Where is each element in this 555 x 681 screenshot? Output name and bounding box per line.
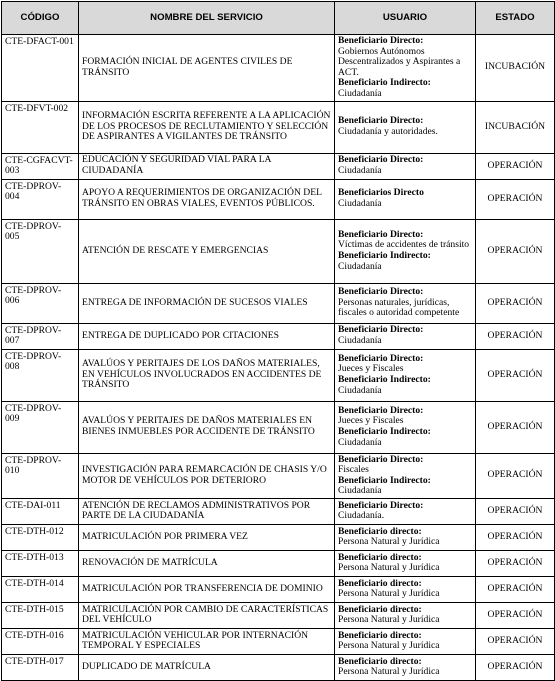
cell-codigo: CTE-DPROV-004 (2, 179, 79, 219)
usuario-text: Ciudadanía y autoridades. (338, 126, 438, 138)
cell-estado: OPERACIÓN (476, 550, 555, 576)
table-row (2, 349, 555, 401)
usuario-text: Personas naturales, jurídicas, fiscales o autoridad competente (338, 296, 460, 319)
usuario-text: Persona Natural y Jurídica (338, 666, 440, 678)
table-row (2, 401, 555, 453)
cell-estado: OPERACIÓN (476, 219, 555, 283)
cell-servicio: FORMACIÓN INICIAL DE AGENTES CIVILES DE TRÁNSITO (79, 35, 335, 102)
usuario-text: Persona Natural y Jurídica (338, 562, 440, 574)
usuario-label: Beneficiario Directo: (338, 352, 424, 364)
usuario-text: Ciudadanía (338, 198, 382, 210)
usuario-text: Ciudadanía (338, 260, 382, 272)
header-usuario: USUARIO (335, 2, 476, 35)
usuario-text: Ciudadanía (338, 384, 382, 396)
cell-usuario (335, 453, 476, 498)
usuario-text: Jueces y Fiscales (338, 415, 404, 427)
cell-usuario (335, 654, 476, 680)
cell-servicio: ENTREGA DE INFORMACIÓN DE SUCESOS VIALES (79, 283, 335, 323)
header-servicio: NOMBRE DEL SERVICIO (79, 2, 335, 35)
cell-codigo: CTE-CGFACVT-003 (2, 153, 79, 179)
cell-codigo: CTE-DTH-014 (2, 576, 79, 602)
cell-estado: INCUBACIÓN (476, 101, 555, 153)
usuario-text: Persona Natural y Jurídica (338, 614, 440, 626)
usuario-text: Ciudadanía (338, 165, 382, 177)
cell-codigo: CTE-DTH-017 (2, 654, 79, 680)
cell-estado: OPERACIÓN (476, 349, 555, 401)
cell-codigo: CTE-DTH-012 (2, 524, 79, 550)
usuario-text: Ciudadanía (338, 335, 382, 347)
usuario-label: Beneficiario directo: (338, 603, 422, 615)
cell-codigo: CTE-DPROV-006 (2, 283, 79, 323)
cell-estado: OPERACIÓN (476, 628, 555, 654)
table-row (2, 628, 555, 654)
cell-codigo: CTE-DAI-011 (2, 498, 79, 524)
table-row (2, 179, 555, 219)
cell-usuario (335, 550, 476, 576)
cell-servicio: AVALÚOS Y PERITAJES DE DAÑOS MATERIALES EN BIENES INMUEBLES POR ACCIDENTE DE TRÁNSITO (79, 401, 335, 453)
cell-usuario (335, 576, 476, 602)
usuario-label: Beneficiario Directo: (338, 228, 424, 240)
cell-estado: OPERACIÓN (476, 602, 555, 628)
usuario-label: Beneficiario directo: (338, 577, 422, 589)
usuario-label: Beneficiario directo: (338, 655, 422, 667)
cell-servicio: ATENCIÓN DE RECLAMOS ADMINISTRATIVOS POR PARTE DE LA CIUDADANÍA (79, 498, 335, 524)
cell-servicio: APOYO A REQUERIMIENTOS DE ORGANIZACIÓN DEL TRÁNSITO EN OBRAS VIALES, EVENTOS PÚBLICOS. (79, 179, 335, 219)
services-table (1, 1, 555, 681)
cell-servicio: MATRICULACIÓN POR TRANSFERENCIA DE DOMINIO (79, 576, 335, 602)
cell-codigo: CTE-DPROV-008 (2, 349, 79, 401)
usuario-label: Beneficiario Directo: (338, 286, 424, 298)
table-row (2, 550, 555, 576)
cell-usuario (335, 35, 476, 102)
table-row (2, 576, 555, 602)
cell-estado: INCUBACIÓN (476, 35, 555, 102)
usuario-text: Persona Natural y Jurídica (338, 588, 440, 600)
usuario-text: Persona Natural y Jurídica (338, 536, 440, 548)
cell-codigo: CTE-DPROV-005 (2, 219, 79, 283)
usuario-label: Beneficiario directo: (338, 551, 422, 563)
table-row (2, 35, 555, 102)
cell-usuario (335, 179, 476, 219)
table-row (2, 219, 555, 283)
cell-usuario (335, 323, 476, 349)
cell-codigo: CTE-DPROV-009 (2, 401, 79, 453)
cell-codigo: CTE-DFVT-002 (2, 101, 79, 153)
usuario-label: Beneficiario Directo: (338, 499, 424, 511)
cell-codigo: CTE-DTH-013 (2, 550, 79, 576)
cell-usuario (335, 283, 476, 323)
cell-usuario (335, 524, 476, 550)
usuario-text: Víctimas de accidentes de tránsito (338, 239, 470, 251)
table-row (2, 498, 555, 524)
cell-usuario (335, 349, 476, 401)
table-row (2, 283, 555, 323)
cell-usuario (335, 219, 476, 283)
table-row (2, 602, 555, 628)
usuario-label: Beneficiarios Directo (338, 187, 424, 199)
header-estado: ESTADO (476, 2, 555, 35)
table-body (2, 35, 555, 681)
usuario-label: Beneficiario Indirecto: (338, 77, 431, 89)
usuario-label: Beneficiario Indirecto: (338, 474, 431, 486)
cell-servicio: INFORMACIÓN ESCRITA REFERENTE A LA APLICACIÓN DE LOS PROCESOS DE RECLUTAMIENTO Y SELECCIÓN DE ASPIRANTES A VIGILANTES DE TRÁNSITO (79, 101, 335, 153)
cell-codigo: CTE-DFACT-001 (2, 35, 79, 102)
usuario-text: Ciudadanía (338, 87, 382, 99)
cell-estado: OPERACIÓN (476, 654, 555, 680)
cell-estado: OPERACIÓN (476, 179, 555, 219)
table-row (2, 524, 555, 550)
usuario-label: Beneficiario Directo: (338, 35, 424, 46)
cell-servicio: AVALÚOS Y PERITAJES DE LOS DAÑOS MATERIALES, EN VEHÍCULOS INVOLUCRADOS EN ACCIDENTES DE TRÁNSITO (79, 349, 335, 401)
cell-usuario (335, 498, 476, 524)
cell-servicio: INVESTIGACIÓN PARA REMARCACIÓN DE CHASIS Y/O MOTOR DE VEHÍCULOS POR DETERIORO (79, 453, 335, 498)
usuario-label: Beneficiario Directo: (338, 404, 424, 416)
table-row (2, 153, 555, 179)
cell-servicio: MATRICULACIÓN VEHICULAR POR INTERNACIÓN TEMPORAL Y ESPECIALES (79, 628, 335, 654)
cell-estado: OPERACIÓN (476, 153, 555, 179)
cell-servicio: ENTREGA DE DUPLICADO POR CITACIONES (79, 323, 335, 349)
cell-servicio: RENOVACIÓN DE MATRÍCULA (79, 550, 335, 576)
usuario-text: Ciudadanía (338, 485, 382, 497)
cell-usuario (335, 401, 476, 453)
table-row (2, 453, 555, 498)
cell-usuario (335, 153, 476, 179)
header-codigo: CÓDIGO (2, 2, 79, 35)
cell-servicio: MATRICULACIÓN POR PRIMERA VEZ (79, 524, 335, 550)
cell-estado: OPERACIÓN (476, 576, 555, 602)
usuario-label: Beneficiario Directo: (338, 154, 424, 166)
cell-estado: OPERACIÓN (476, 524, 555, 550)
usuario-label: Beneficiario Indirecto: (338, 426, 431, 438)
usuario-label: Beneficiario Directo: (338, 324, 424, 336)
cell-estado: OPERACIÓN (476, 498, 555, 524)
cell-servicio: MATRICULACIÓN POR CAMBIO DE CARACTERÍSTICAS DEL VEHÍCULO (79, 602, 335, 628)
cell-servicio: EDUCACIÓN Y SEGURIDAD VIAL PARA LA CIUDADANÍA (79, 153, 335, 179)
table-row (2, 101, 555, 153)
cell-servicio: ATENCIÓN DE RESCATE Y EMERGENCIAS (79, 219, 335, 283)
usuario-text: Gobiernos Autónomos Descentralizados y Aspirantes a ACT. (338, 45, 461, 78)
usuario-label: Beneficiario Indirecto: (338, 250, 431, 262)
usuario-text: Ciudadanía (338, 436, 382, 448)
table-row (2, 323, 555, 349)
cell-usuario (335, 628, 476, 654)
usuario-label: Beneficiario Directo: (338, 453, 424, 465)
usuario-text: Persona Natural y Jurídica (338, 640, 440, 652)
usuario-text: Fiscales (338, 464, 369, 476)
cell-codigo: CTE-DPROV-010 (2, 453, 79, 498)
cell-servicio: DUPLICADO DE MATRÍCULA (79, 654, 335, 680)
usuario-text: Jueces y Fiscales (338, 363, 404, 375)
usuario-text: Ciudadanía. (338, 510, 385, 522)
cell-codigo: CTE-DTH-016 (2, 628, 79, 654)
usuario-label: Beneficiario Indirecto: (338, 374, 431, 386)
cell-estado: OPERACIÓN (476, 283, 555, 323)
usuario-label: Beneficiario directo: (338, 525, 422, 537)
cell-estado: OPERACIÓN (476, 401, 555, 453)
cell-estado: OPERACIÓN (476, 453, 555, 498)
header-row (2, 2, 555, 35)
cell-usuario (335, 602, 476, 628)
cell-estado: OPERACIÓN (476, 323, 555, 349)
usuario-label: Beneficiario Directo: (338, 115, 424, 127)
cell-usuario (335, 101, 476, 153)
cell-codigo: CTE-DTH-015 (2, 602, 79, 628)
cell-codigo: CTE-DPROV-007 (2, 323, 79, 349)
table-row (2, 654, 555, 680)
usuario-label: Beneficiario directo: (338, 629, 422, 641)
